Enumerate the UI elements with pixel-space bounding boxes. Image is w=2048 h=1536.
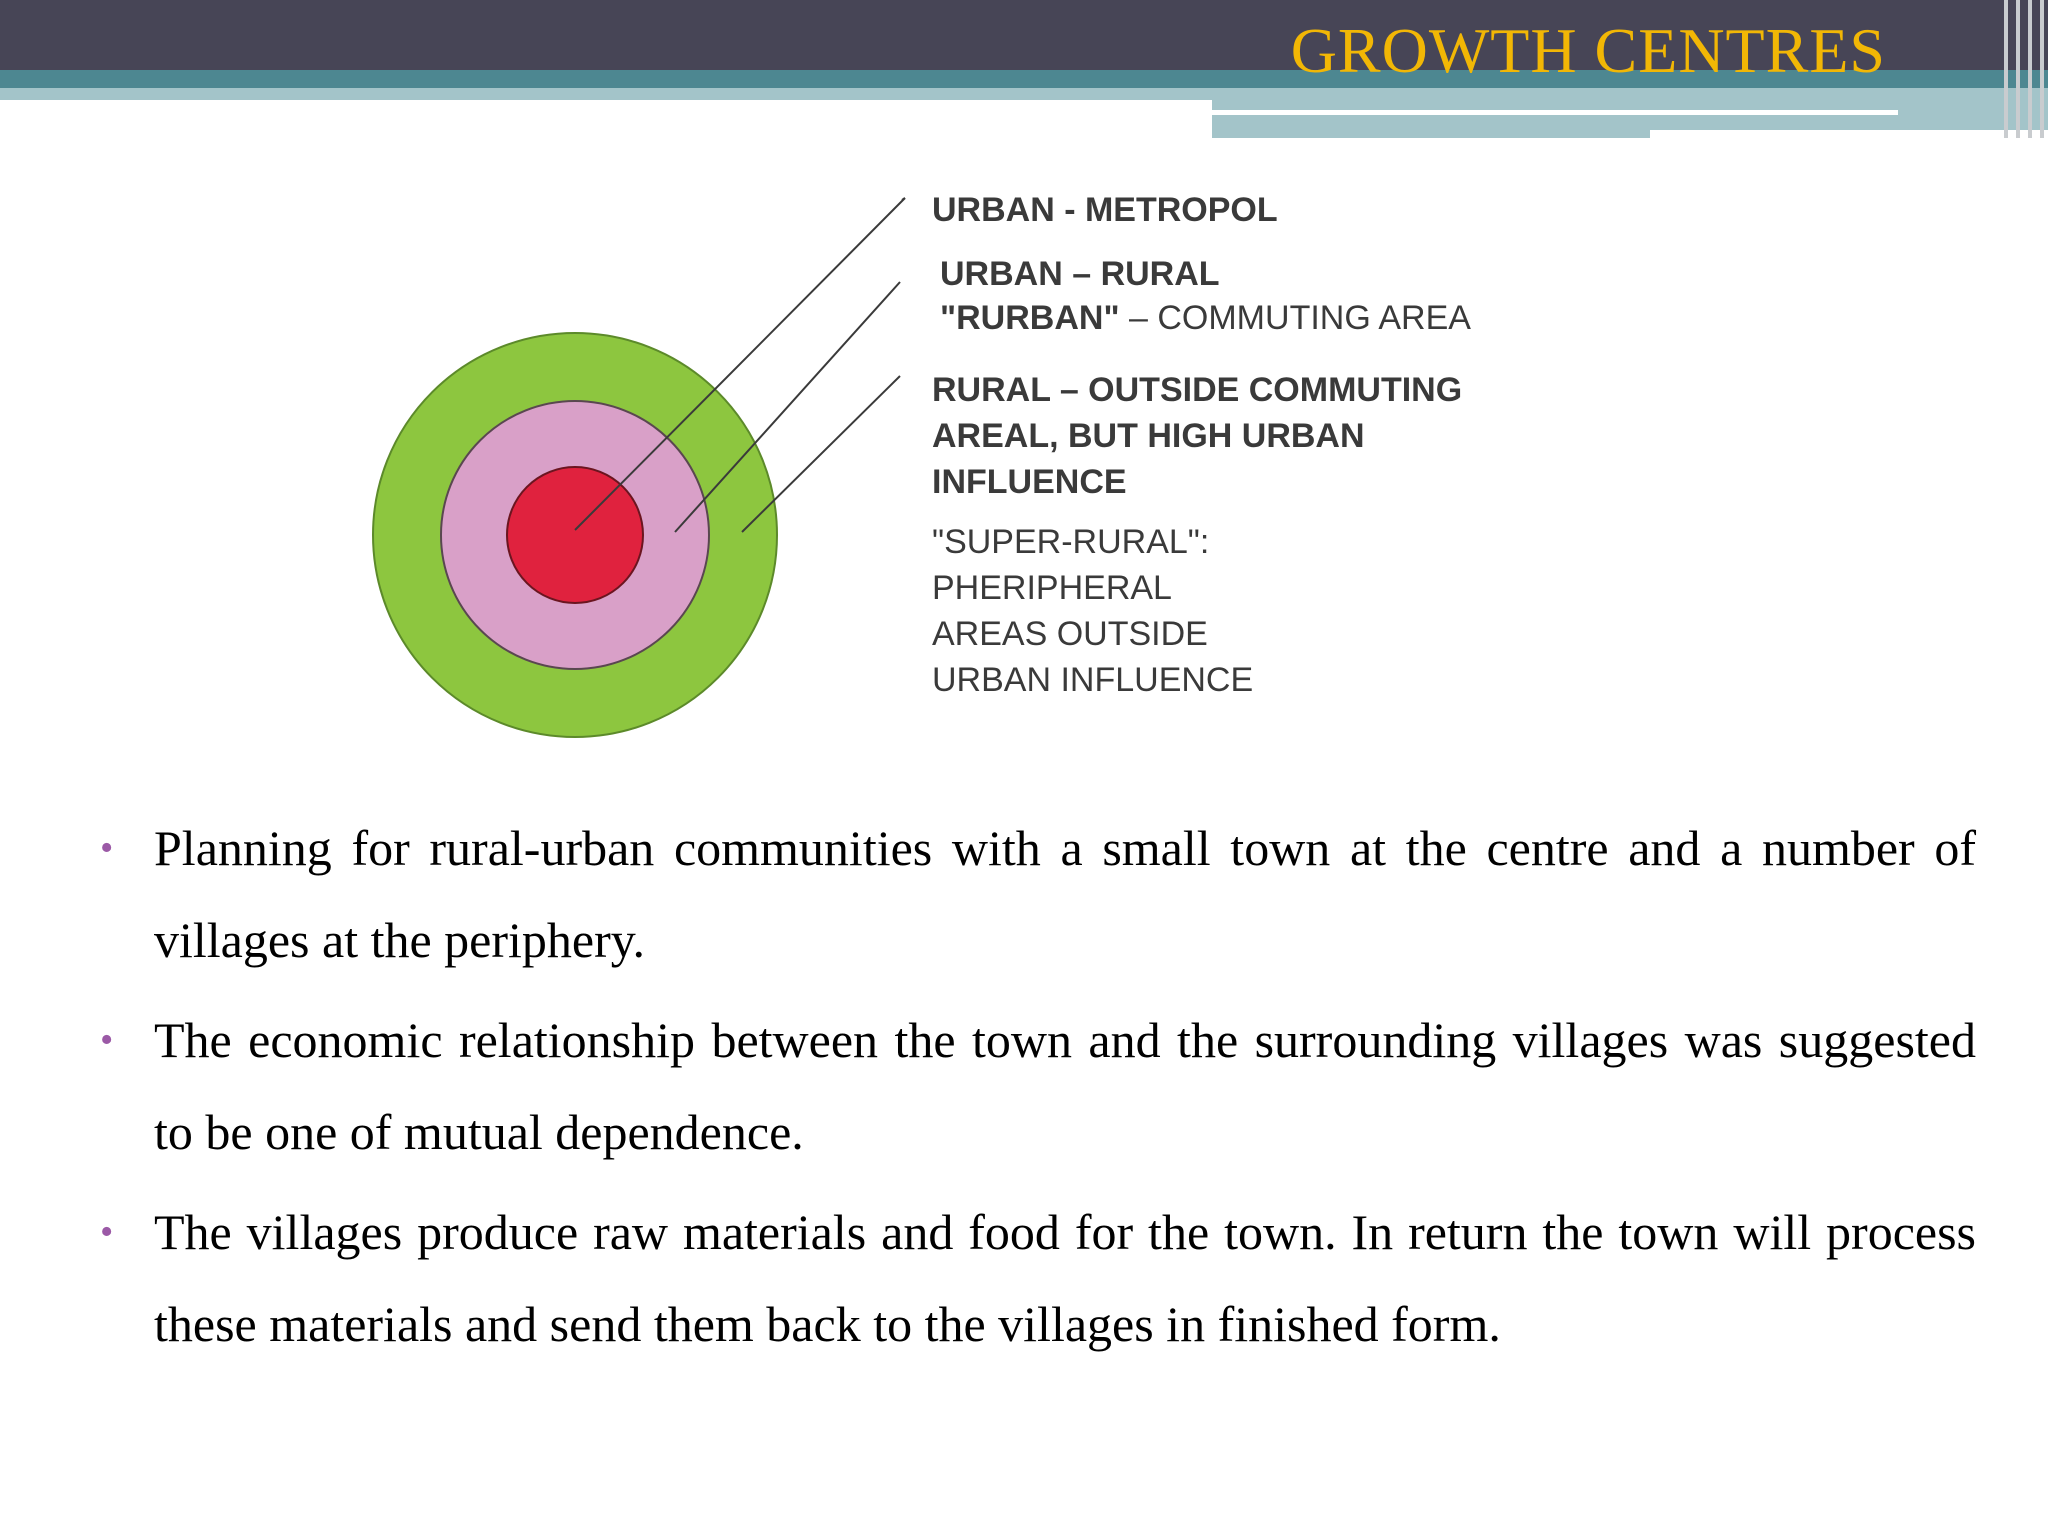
bullet-dot-icon: • [100,1211,114,1253]
label-urban-metropol: URBAN - METROPOL [932,191,1278,229]
ring-urban-metropol [507,467,643,603]
concentric-zones-diagram [350,170,1580,750]
bullet-dot-icon: • [100,1019,114,1061]
bullet-dot-icon: • [100,827,114,869]
header-stripes [2002,0,2048,138]
header-divider [1212,110,1898,115]
label-super-rural-line1: "SUPER-RURAL": [932,523,1210,561]
bullet-list [100,802,1976,1378]
bullet-text: The villages produce raw materials and food for the town. In return the town will process these materials and send them back to the villages in finished form. [154,1204,1976,1352]
label-super-rural-line3: AREAS OUTSIDE [932,615,1208,653]
label-super-rural-line2: PHERIPHERAL [932,569,1172,607]
bullet-item [100,802,1976,986]
label-rurban: "RURBAN" – COMMUTING AREA [940,299,1471,337]
bullet-item [100,1186,1976,1370]
label-super-rural-line4: URBAN INFLUENCE [932,661,1254,699]
bullet-text: The economic relationship between the town and the surrounding villages was suggested to be one of mutual dependence. [154,1012,1976,1160]
bullet-text: Planning for rural-urban communities with a small town at the centre and a number of villages at the periphery. [154,820,1976,968]
label-urban-rural: URBAN – RURAL [940,255,1220,293]
label-rural-line2: AREAL, BUT HIGH URBAN [932,417,1365,455]
header-divider-block [1650,130,2048,140]
label-rural-line3: INFLUENCE [932,463,1127,501]
label-rural-line1: RURAL – OUTSIDE COMMUTING [932,371,1463,409]
leader-line-rural [742,376,900,532]
slide-title: GROWTH CENTRES [1290,15,1886,86]
header-light-band [0,88,1212,100]
bullet-item [100,994,1976,1178]
